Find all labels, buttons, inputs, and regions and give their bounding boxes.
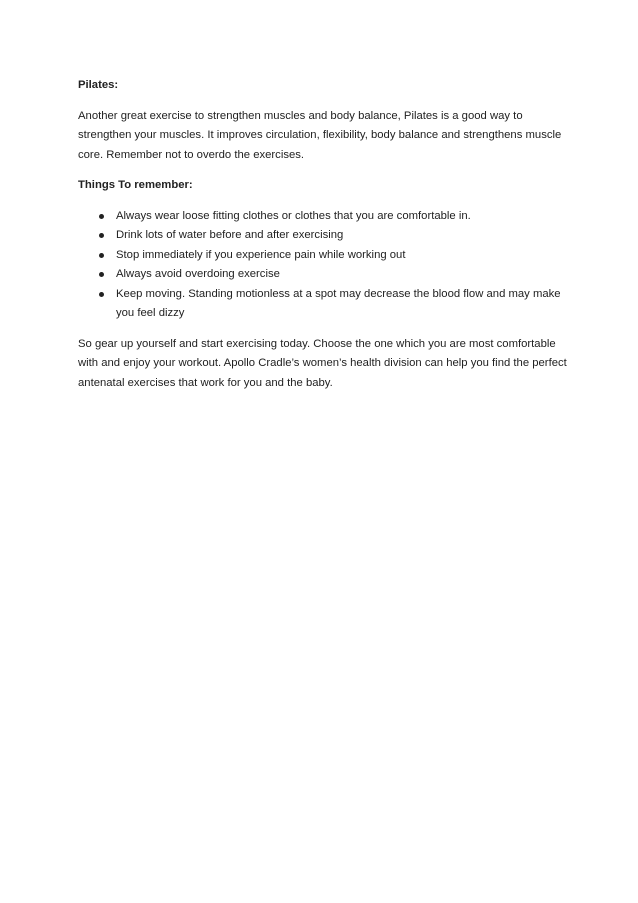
list-item-text: Drink lots of water before and after exercising bbox=[116, 229, 344, 241]
closing-paragraph: So gear up yourself and start exercising today. Choose the one which you are most comfortable with and enjoy your workout. Apollo Cradle’s women’s health division can help you find the perfect antenatal exercises that work for you and the baby. bbox=[78, 337, 567, 389]
bullet-icon bbox=[99, 272, 104, 277]
list-item-text: Always wear loose fitting clothes or clothes that you are comfortable in. bbox=[116, 209, 471, 222]
pilates-paragraph: Another great exercise to strengthen muscles and body balance, Pilates is a good way to strengthen your muscles. It improves circulation, flexibility, body balance and strengthens muscle core. Remember not to overdo the exercises. bbox=[78, 109, 562, 161]
list-item-text: Keep moving. Standing motionless at a spot may decrease the blood flow and may make you feel dizzy bbox=[116, 287, 561, 319]
bullet-icon bbox=[99, 214, 104, 219]
list-item bbox=[78, 285, 568, 324]
bullet-icon bbox=[99, 233, 104, 238]
things-to-remember-heading: Things To remember: bbox=[78, 179, 193, 191]
pilates-heading: Pilates: bbox=[78, 79, 119, 91]
document-body bbox=[78, 76, 568, 404]
list-item-text: Always avoid overdoing exercise bbox=[116, 268, 280, 280]
list-item bbox=[78, 207, 568, 227]
bullet-icon bbox=[99, 292, 104, 297]
things-to-remember-list bbox=[78, 207, 568, 324]
list-item-text: Stop immediately if you experience pain while working out bbox=[116, 248, 406, 261]
list-item bbox=[78, 246, 568, 266]
list-item bbox=[78, 265, 568, 285]
bullet-icon bbox=[99, 253, 104, 258]
list-item bbox=[78, 226, 568, 246]
